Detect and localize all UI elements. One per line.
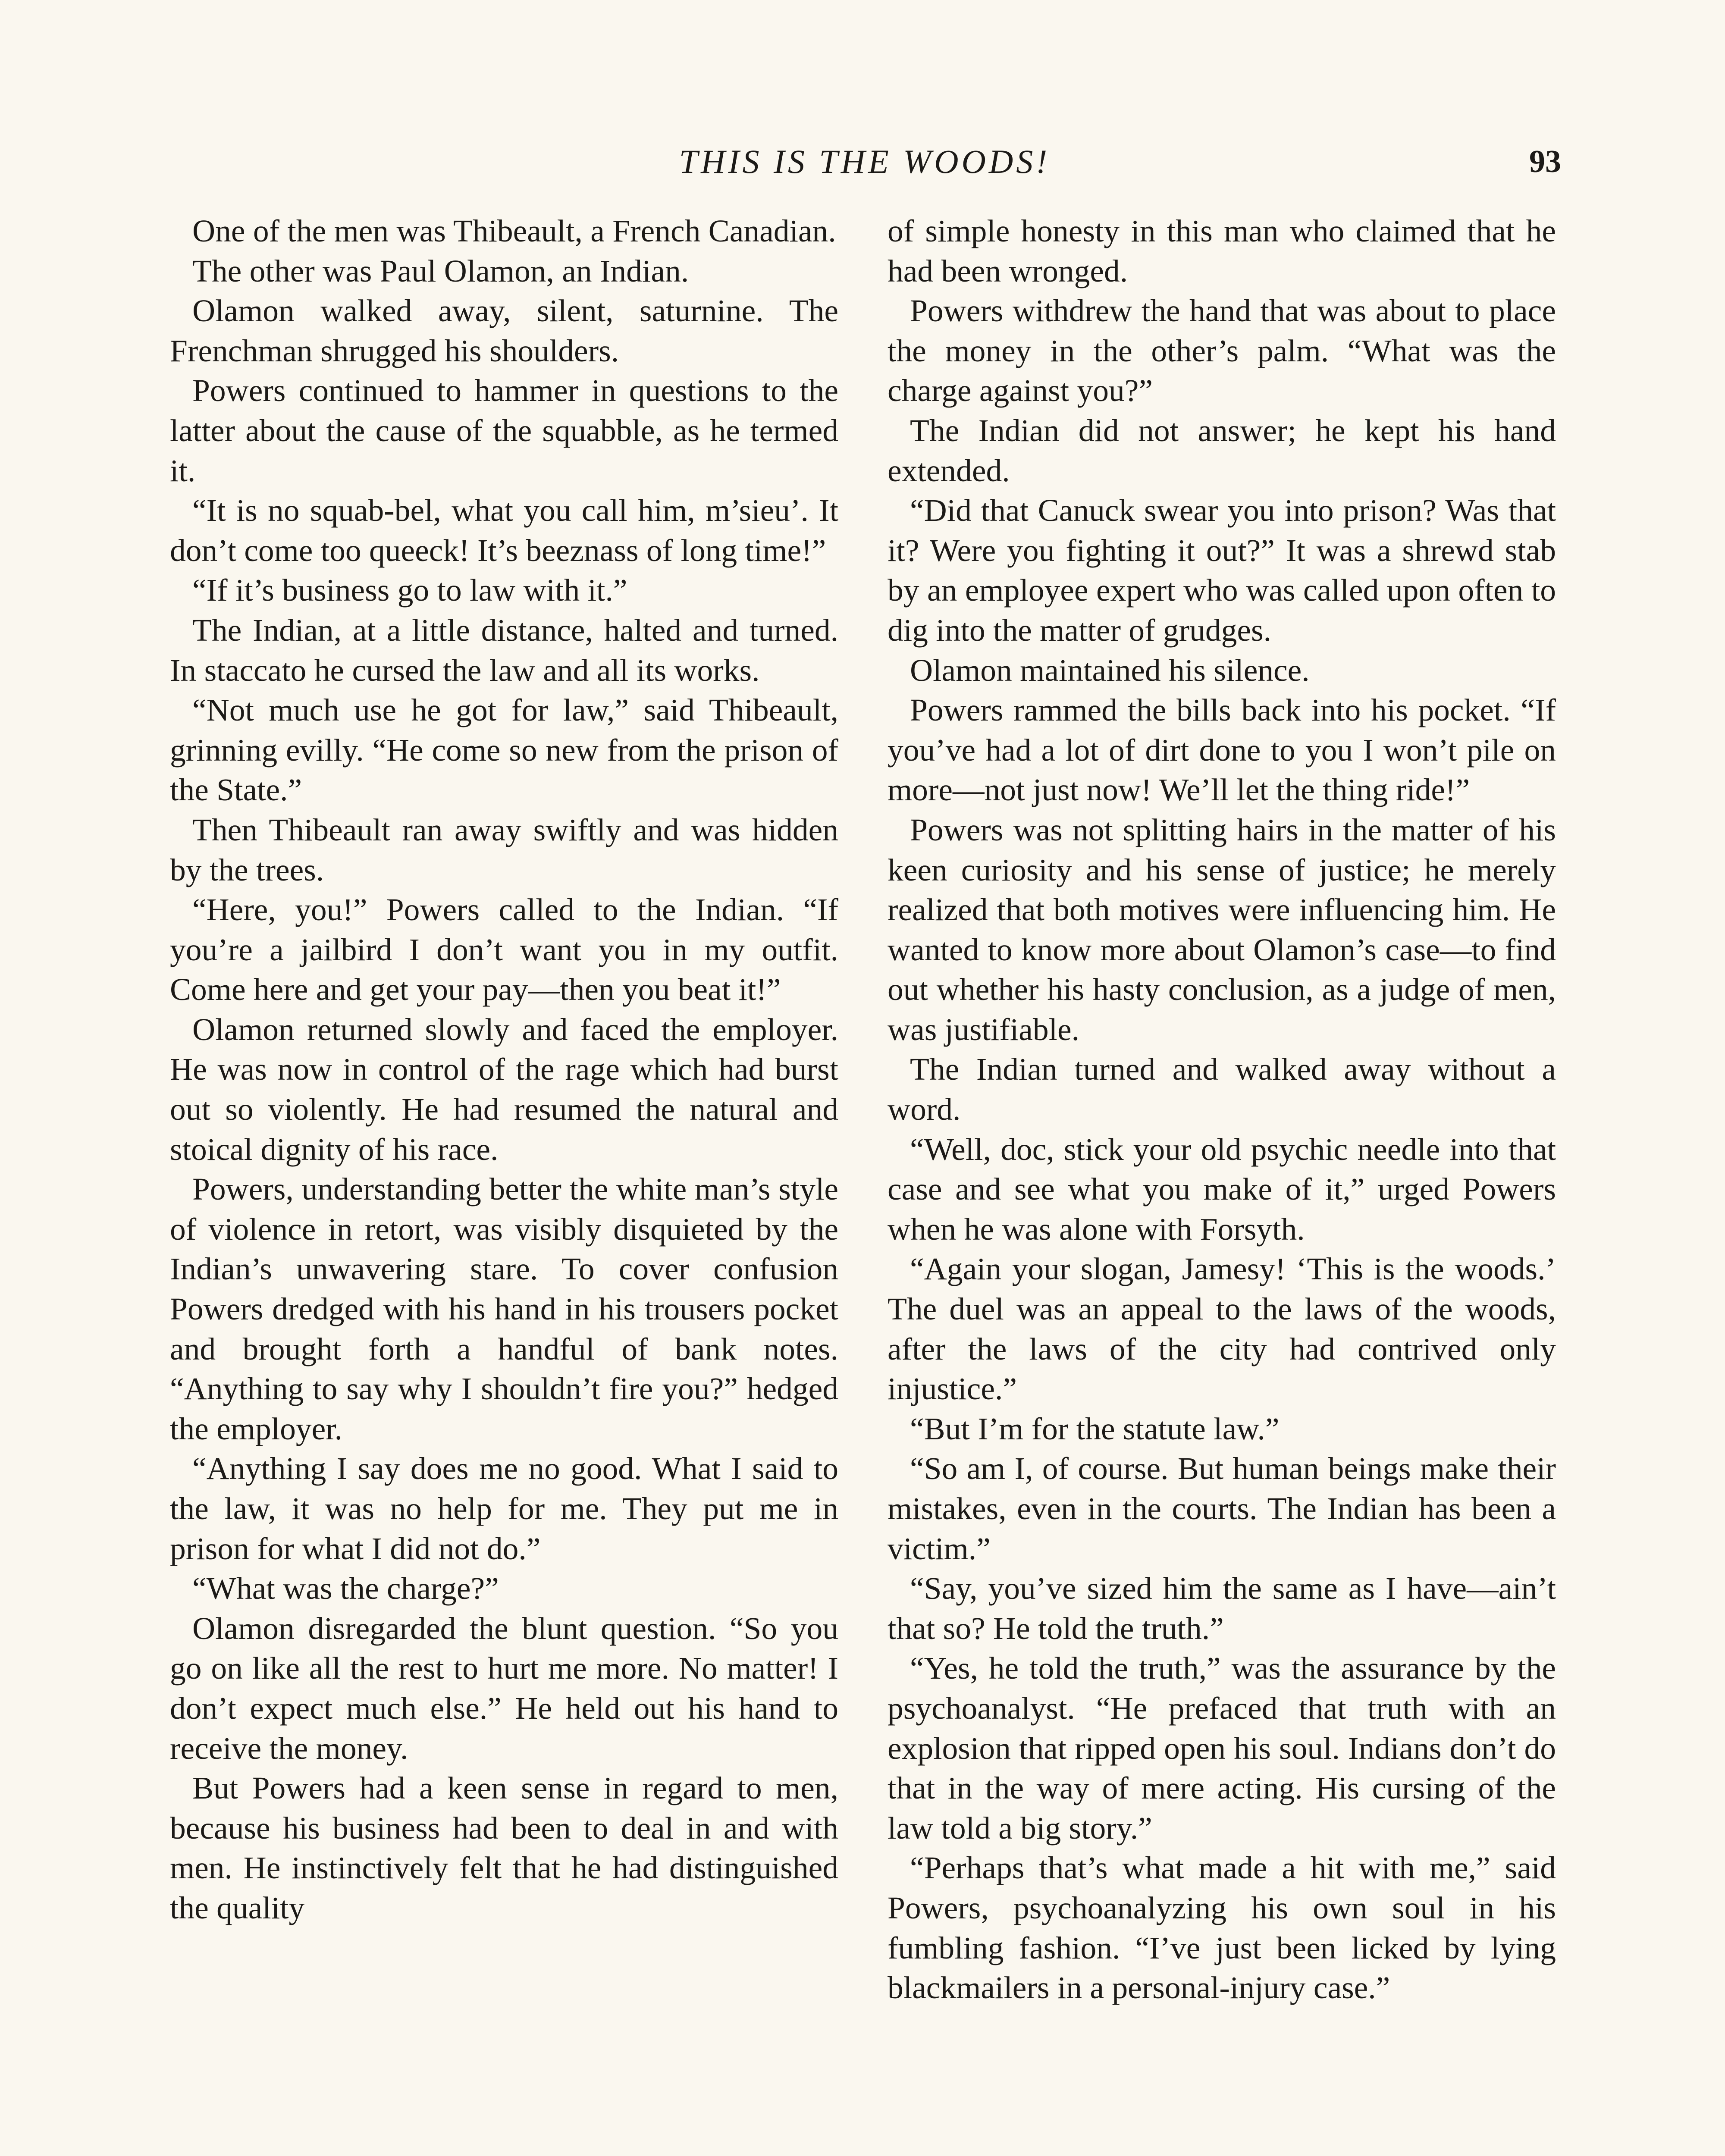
paragraph: “Here, you!” Powers called to the Indian. “If you’re a jailbird I don’t want you in my outfit. Come here and get your pay—then you beat it!”	[170, 892, 838, 1007]
paragraph: Powers continued to hammer in questions to the latter about the cause of the squabble, as he termed it.	[170, 373, 838, 488]
paragraph: But Powers had a keen sense in regard to men, because his business had been to deal in and with men. He instinctively felt that he had distinguished the quality	[170, 1771, 838, 1925]
chapter-title: THIS IS THE WOODS!	[679, 143, 1051, 180]
paragraph: “Yes, he told the truth,” was the assurance by the psychoanalyst. “He prefaced that truth with an explosion that ripped open his soul. Indians don’t do that in the way of mere acting. His cursing of the law told a big story.”	[888, 1651, 1556, 1846]
paragraph: “Again your slogan, Jamesy! ‘This is the woods.’ The duel was an appeal to the laws of the woods, after the laws of the city had contrived only injustice.”	[888, 1251, 1556, 1407]
paragraph: “Say, you’ve sized him the same as I have—ain’t that so? He told the truth.”	[888, 1571, 1556, 1646]
paragraph: Olamon disregarded the blunt question. “So you go on like all the rest to hurt me more. No matter! I don’t expect much else.” He held out his hand to receive the money.	[170, 1611, 838, 1766]
paragraph-continued: of simple honesty in this man who claimed that he had been wronged.	[888, 213, 1556, 288]
paragraph: Olamon walked away, silent, saturnine. The Frenchman shrugged his shoulders.	[170, 293, 838, 368]
paragraph: Powers, understanding better the white man’s style of violence in retort, was visibly disquieted by the Indian’s unwavering stare. To cover confusion Powers dredged with his hand in his trousers pocket and brought forth a handful of bank notes. “Anything to say why I shouldn’t fire you?” hedged the employer.	[170, 1172, 838, 1446]
paragraph: “But I’m for the statute law.”	[910, 1411, 1280, 1446]
paragraph: The Indian, at a little distance, halted and turned. In staccato he cursed the law and all its works.	[170, 612, 838, 688]
paragraph: One of the men was Thibeault, a French Canadian.	[192, 213, 836, 248]
paragraph: “Did that Canuck swear you into prison? Was that it? Were you fighting it out?” It was a shrewd stab by an employee expert who was called upon often to dig into the matter of grudges.	[888, 493, 1556, 648]
paragraph: Powers was not splitting hairs in the matter of his keen curiosity and his sense of justice; he merely realized that both motives were influencing him. He wanted to know more about Olamon’s case—to find out whether his hasty conclusion, as a judge of men, was justifiable.	[888, 812, 1556, 1047]
paragraph: Powers rammed the bills back into his pocket. “If you’ve had a lot of dirt done to you I won’t pile on more—not just now! We’ll let the thing ride!”	[888, 693, 1556, 808]
paragraph: “Perhaps that’s what made a hit with me,” said Powers, psychoanalyzing his own soul in his fumbling fashion. “I’ve just been licked by lying blackmailers in a personal-injury case.”	[888, 1850, 1556, 2006]
paragraph: The Indian did not answer; he kept his hand extended.	[888, 413, 1556, 488]
paragraph: The other was Paul Olamon, an Indian.	[192, 253, 689, 288]
paragraph: “Well, doc, stick your old psychic needle into that case and see what you make of it,” urged Powers when he was alone with Forsyth.	[888, 1131, 1556, 1247]
right-column	[888, 211, 1556, 2008]
page-number: 93	[1529, 144, 1561, 179]
paragraph: “So am I, of course. But human beings make their mistakes, even in the courts. The Indian has been a victim.”	[888, 1451, 1556, 1566]
left-column	[170, 211, 838, 1928]
paragraph: Olamon returned slowly and faced the employer. He was now in control of the rage which had burst out so violently. He had resumed the natural and stoical dignity of his race.	[170, 1012, 838, 1167]
paragraph: Then Thibeault ran away swiftly and was hidden by the trees.	[170, 812, 838, 887]
paragraph: Olamon maintained his silence.	[910, 652, 1310, 688]
paragraph: Powers withdrew the hand that was about to place the money in the other’s palm. “What was the charge against you?”	[888, 293, 1556, 408]
paragraph: “What was the charge?”	[192, 1571, 499, 1606]
paragraph: The Indian turned and walked away without a word.	[888, 1052, 1556, 1127]
paragraph: “If it’s business go to law with it.”	[192, 573, 627, 608]
paragraph: “Not much use he got for law,” said Thibeault, grinning evilly. “He come so new from the prison of the State.”	[170, 693, 838, 808]
paragraph: “It is no squab-bel, what you call him, m’sieu’. It don’t come too queeck! It’s beeznass of long time!”	[170, 493, 838, 568]
paragraph: “Anything I say does me no good. What I said to the law, it was no help for me. They put me in prison for what I did not do.”	[170, 1451, 838, 1566]
running-head	[168, 138, 1561, 185]
